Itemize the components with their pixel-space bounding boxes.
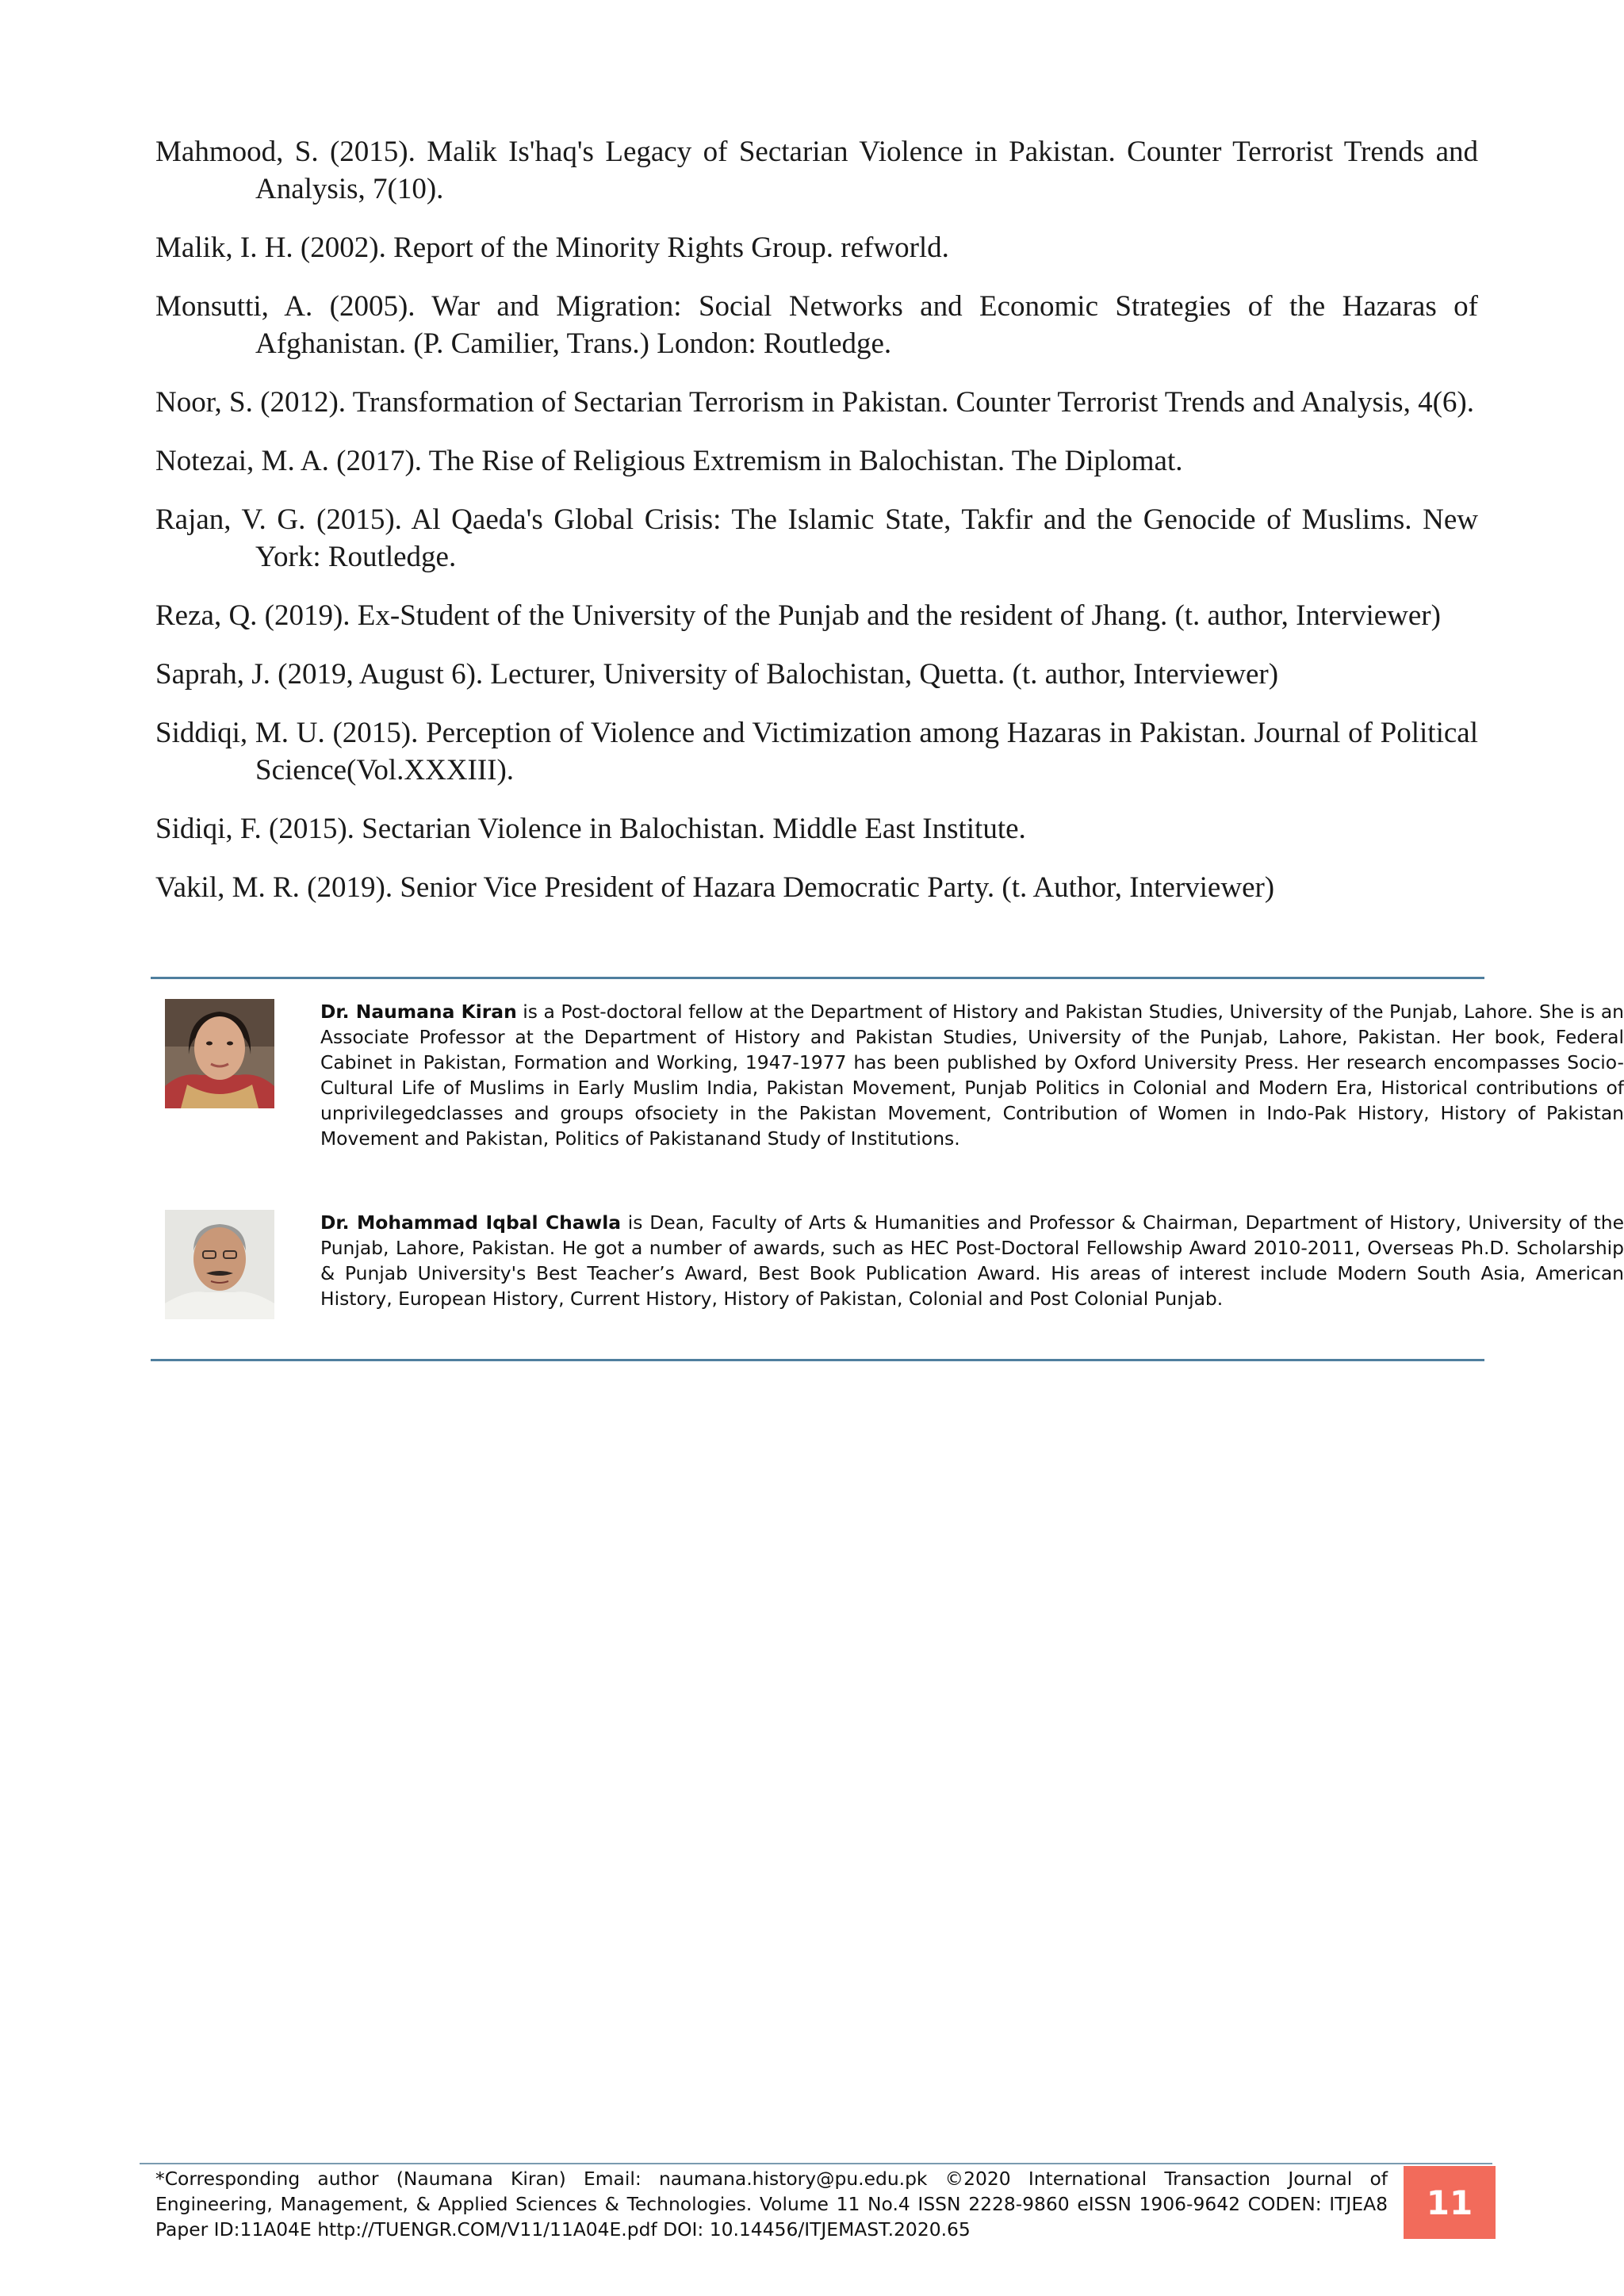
author-description-2: is Dean, Faculty of Arts & Humanities and Professor & Chairman, Department of History, University of the Punjab, Lahore, Pakistan. He got a number of awards, such as HEC Post-Doctoral Fellowship Award 2010-2011, Overseas Ph.D. Scholarship & Punjab University's Best Teacher’s Award, Best Book Publication Award. His areas of interest include Modern South Asia, American History, European History, Current History, History of Pakistan, Colonial and Post Colonial Punjab. [320,1211,1624,1310]
reference-entry: Mahmood, S. (2015). Malik Is'haq's Legacy of Sectarian Violence in Pakistan. Counter Terrorist Trends and Analysis, 7(10). [155,136,1478,205]
reference-entry: Vakil, M. R. (2019). Senior Vice President of Hazara Democratic Party. (t. Author, Interviewer) [155,871,1275,904]
reference-entry: Rajan, V. G. (2015). Al Qaeda's Global Crisis: The Islamic State, Takfir and the Genocide of Muslims. New York: Routledge. [155,503,1478,573]
bio-top-divider [151,977,1484,979]
reference-entry: Malik, I. H. (2002). Report of the Minority Rights Group. refworld. [155,232,949,264]
reference-entry: Saprah, J. (2019, August 6). Lecturer, University of Balochistan, Quetta. (t. author, Interviewer) [155,658,1279,691]
reference-entry: Reza, Q. (2019). Ex-Student of the University of the Punjab and the resident of Jhang. (t. author, Interviewer) [155,599,1441,632]
page-number: 11 [1404,2166,1496,2239]
author-portrait-icon [165,999,274,1108]
author-name-2: Dr. Mohammad Iqbal Chawla [320,1211,621,1234]
author-bio-text-2 [320,1210,1624,1311]
reference-entry: Sidiqi, F. (2015). Sectarian Violence in Balochistan. Middle East Institute. [155,813,1026,845]
footer-divider [140,2163,1492,2164]
reference-entry: Notezai, M. A. (2017). The Rise of Religious Extremism in Balochistan. The Diplomat. [155,445,1183,477]
author-photo-1 [165,999,274,1108]
author-portrait-icon [165,1210,274,1319]
reference-entry: Noor, S. (2012). Transformation of Sectarian Terrorism in Pakistan. Counter Terrorist Trends and Analysis, 4(6). [155,386,1474,419]
reference-list [155,133,1478,928]
reference-entry: Siddiqi, M. U. (2015). Perception of Violence and Victimization among Hazaras in Pakistan. Journal of Political Science(Vol.XXXIII). [155,717,1478,786]
author-description-1: is a Post-doctoral fellow at the Department of History and Pakistan Studies, University of the Punjab, Lahore. She is an Associate Professor at the Department of History and Pakistan Studies, University of the Punjab, Lahore, Pakistan. Her book, Federal Cabinet in Pakistan, Formation and Working, 1947-1977 has been published by Oxford University Press. Her research encompasses Socio-Cultural Life of Muslims in Early Muslim India, Pakistan Movement, Punjab Politics in Colonial and Modern Era, Historical contributions of unprivilegedclasses and groups ofsociety in the Pakistan Movement, Contribution of Women in Indo-Pak History, History of Pakistan Movement and Pakistan, Politics of Pakistanand Study of Institutions. [320,1001,1624,1150]
author-name-1: Dr. Naumana Kiran [320,1001,517,1023]
author-bio-text-1 [320,999,1624,1151]
author-photo-2 [165,1210,274,1319]
reference-entry: Monsutti, A. (2005). War and Migration: Social Networks and Economic Strategies of the Hazaras of Afghanistan. (P. Camilier, Trans.) London: Routledge. [155,290,1478,360]
bio-bottom-divider [151,1359,1484,1361]
footer-citation: *Corresponding author (Naumana Kiran) Email: naumana.history@pu.edu.pk ©2020 International Transaction Journal of Engineering, Management, & Applied Sciences & Technologies. Volume 11 No.4 ISSN 2228-9860 eISSN 1906-9642 CODEN: ITJEA8 Paper ID:11A04E http://TUENGR.COM/V11/11A04E.pdf DOI: 10.14456/ITJEMAST.2020.65 [155,2168,1388,2241]
